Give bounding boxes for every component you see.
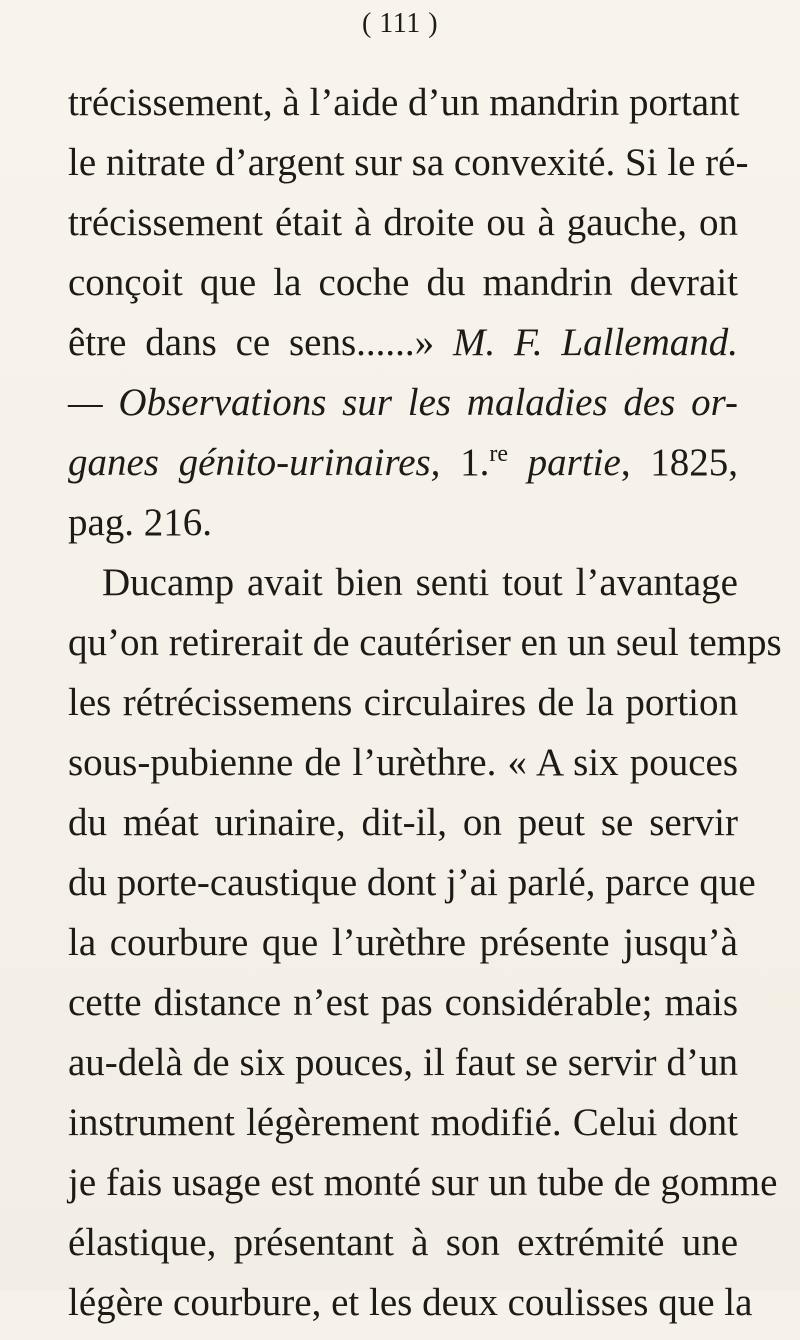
paragraph-line-5: du méat urinaire, dit-il, on peut se servir — [68, 801, 738, 844]
citation-year: , 1825, — [620, 441, 738, 484]
citation-edition-number: 1. — [460, 441, 490, 484]
citation-part-label: partie — [508, 441, 621, 484]
paragraph-line-13: légère courbure, et les deux coulisses que la — [68, 1281, 753, 1324]
paragraph-line-1: Ducamp avait bien senti tout l’avantage — [102, 561, 738, 604]
paragraph-line-7: la courbure que l’urèthre présente jusqu’à — [68, 921, 738, 964]
body-text — [68, 80, 782, 1340]
paragraph-line-3: les rétrécissemens circulaires de la portion — [68, 681, 738, 724]
paragraph-line-9: au-delà de six pouces, il faut se servir d’un — [68, 1041, 738, 1084]
citation-line-2 — [68, 380, 738, 440]
paragraph-line-10: instrument légèrement modifié. Celui dont — [68, 1101, 738, 1144]
citation-line-1 — [68, 320, 738, 380]
paragraph-line-12: élastique, présentant à son extrémité une — [68, 1221, 738, 1264]
text-line-3: trécissement était à droite ou à gauche, on — [68, 201, 738, 244]
citation-edition-superscript: re — [489, 441, 508, 467]
citation-line-3 — [68, 440, 738, 500]
page-number: ( 111 ) — [361, 8, 439, 39]
citation-page-line: pag. 216. — [68, 501, 213, 544]
paragraph-line-2: qu’on retirerait de cautériser en un seul temps — [68, 621, 782, 664]
citation-author: M. F. Lallemand. — [453, 321, 739, 364]
text-line-1: trécissement, à l’aide d’un mandrin portant — [68, 81, 740, 124]
citation-title-part-1: — Observations sur les maladies des or- — [68, 381, 738, 424]
text-line-4: conçoit que la coche du mandrin devrait — [68, 261, 738, 304]
citation-title-part-2: ganes génito-urinaires, — [68, 441, 461, 484]
paragraph-line-4: sous-pubienne de l’urèthre. « A six pouces — [68, 741, 738, 784]
paragraph-line-6: du porte-caustique dont j’ai parlé, parce que — [68, 861, 756, 904]
text-line-2: le nitrate d’argent sur sa convexité. Si le ré- — [68, 141, 749, 184]
citation-plain-text: être dans ce sens......» — [68, 321, 453, 364]
paragraph-line-11: je fais usage est monté sur un tube de gomme — [68, 1161, 778, 1204]
paragraph-line-8: cette distance n’est pas considérable; mais — [68, 981, 738, 1024]
